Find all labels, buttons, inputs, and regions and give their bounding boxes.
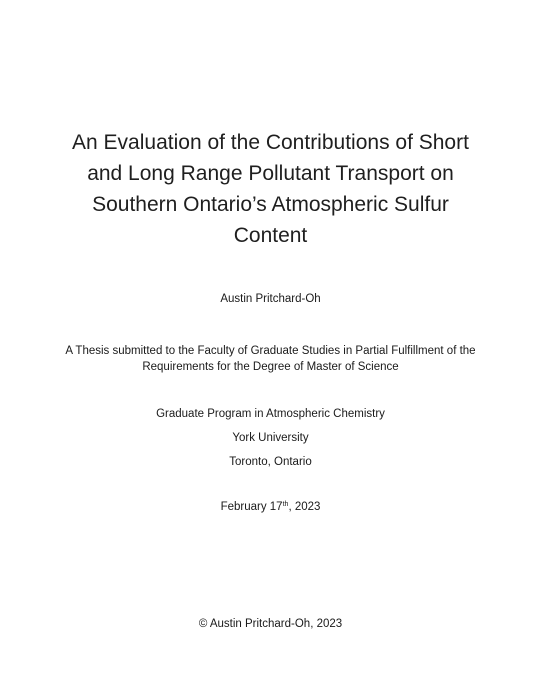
thesis-title-line: Southern Ontario’s Atmospheric Sulfur [92,193,449,216]
university-name: York University [232,432,309,444]
thesis-title-line: and Long Range Pollutant Transport on [87,162,454,185]
thesis-title-line: Content [233,224,308,247]
author-name: Austin Pritchard-Oh [220,293,321,305]
date-ordinal-suffix: th [282,501,289,508]
thesis-statement-line-1: A Thesis submitted to the Faculty of Graduate Studies in Partial Fulfillment of the [65,345,476,357]
submission-date [20,499,521,515]
copyright-notice: © Austin Pritchard-Oh, 2023 [198,618,343,630]
date-year: , 2023 [288,501,321,513]
date-month-day: February 17 [220,501,283,513]
thesis-title [40,127,501,251]
thesis-statement-line-2: Requirements for the Degree of Master of Science [142,361,399,373]
university-location: Toronto, Ontario [229,456,312,468]
thesis-title-line: An Evaluation of the Contributions of Short [72,131,469,154]
graduate-program: Graduate Program in Atmospheric Chemistry [156,408,385,420]
